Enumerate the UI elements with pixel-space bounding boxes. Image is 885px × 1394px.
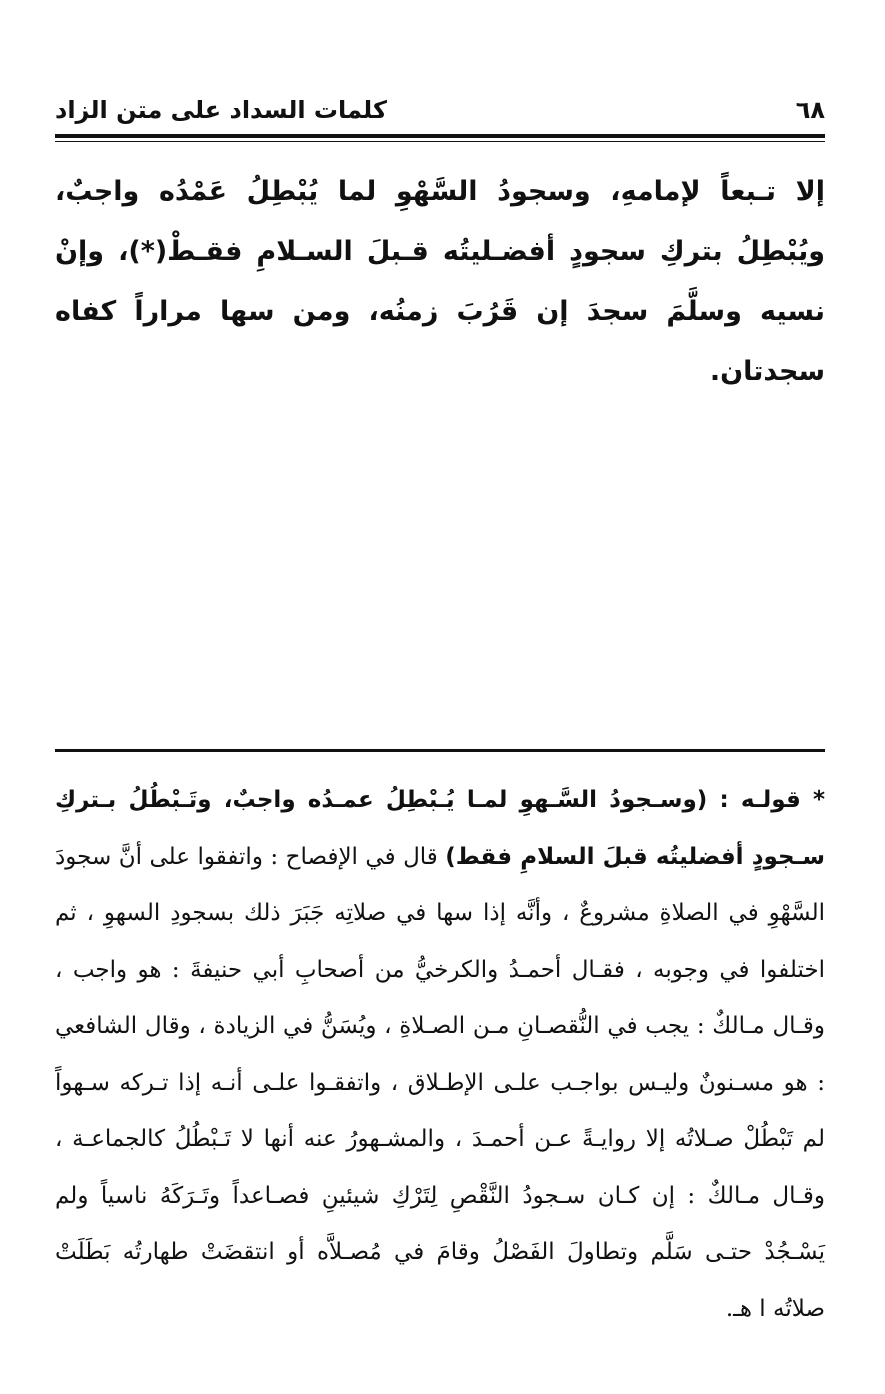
footnote-paragraph — [55, 772, 825, 1337]
page-number: ٦٨ — [795, 96, 825, 124]
header-rule-thin — [55, 141, 825, 142]
running-title: كلمات السداد على متن الزاد — [55, 96, 387, 124]
main-text — [55, 162, 825, 402]
header-rule-thick — [55, 134, 825, 138]
footnote-quoted-lemma: * قولـه : (وسـجودُ السَّـهوِ لمـا يُـبْطِلُ عمـدُه واجبٌ، وتَـبْطُلُ بـتركِ سـجودٍ أفضليتُه قبلَ السلامِ فقط) — [55, 787, 826, 870]
footnote-separator — [55, 749, 825, 752]
footnote-commentary: قال في الإفصاح : واتفقوا على أنَّ سجودَ السَّهْوِ في الصلاةِ مشروعٌ ، وأنَّه إذا سها في صلاتِه جَبَرَ ذلك بسجودِ السهوِ ، ثم اختلفوا في وجوبه ، فقـال أحمـدُ والكرخيُّ من أصحابِ أبي حنيفةَ : هو واجب ، وقـال مـالكٌ : يجب في النُّقصـانِ مـن الصـلاةِ ، ويُسَنُّ في الزيادة ، وقال الشافعي : هو مسـنونٌ وليـس بواجـب علـى الإطـلاق ، واتفقـوا علـى أنـه إذا تـركه سـهواً لم تَبْطُلْ صـلاتُه إلا روايـةً عـن أحمـدَ ، والمشـهورُ عنه أنها لا تَـبْطُلُ كالجماعـة ، وقـال مـالكٌ : إن كـان سـجودُ النَّقْصِ لِتَرْكِ شيئينِ فصـاعداً وتَـرَكَهُ ناسياً ولم يَسْـجُدْ حتـى سَلَّم وتطاولَ الفَصْلُ وقامَ في مُصـلاَّه أو انتقضَتْ طهارتُه بَطَلَتْ صلاتُه ا هـ. — [55, 843, 825, 1322]
running-header — [55, 92, 825, 132]
main-paragraph: إلا تـبعاً لإمامهِ، وسجودُ السَّهْوِ لما يُبْطِلُ عَمْدُه واجبٌ، ويُبْطِلُ بتركِ سجودٍ أفضـليتُه قـبلَ السـلامِ فقـطْ(*)، وإنْ نسيه وسلَّمَ سجدَ إن قَرُبَ زمنُه، ومن سها مراراً كفاه سجدتان. — [55, 176, 825, 387]
footnote — [55, 772, 825, 1337]
